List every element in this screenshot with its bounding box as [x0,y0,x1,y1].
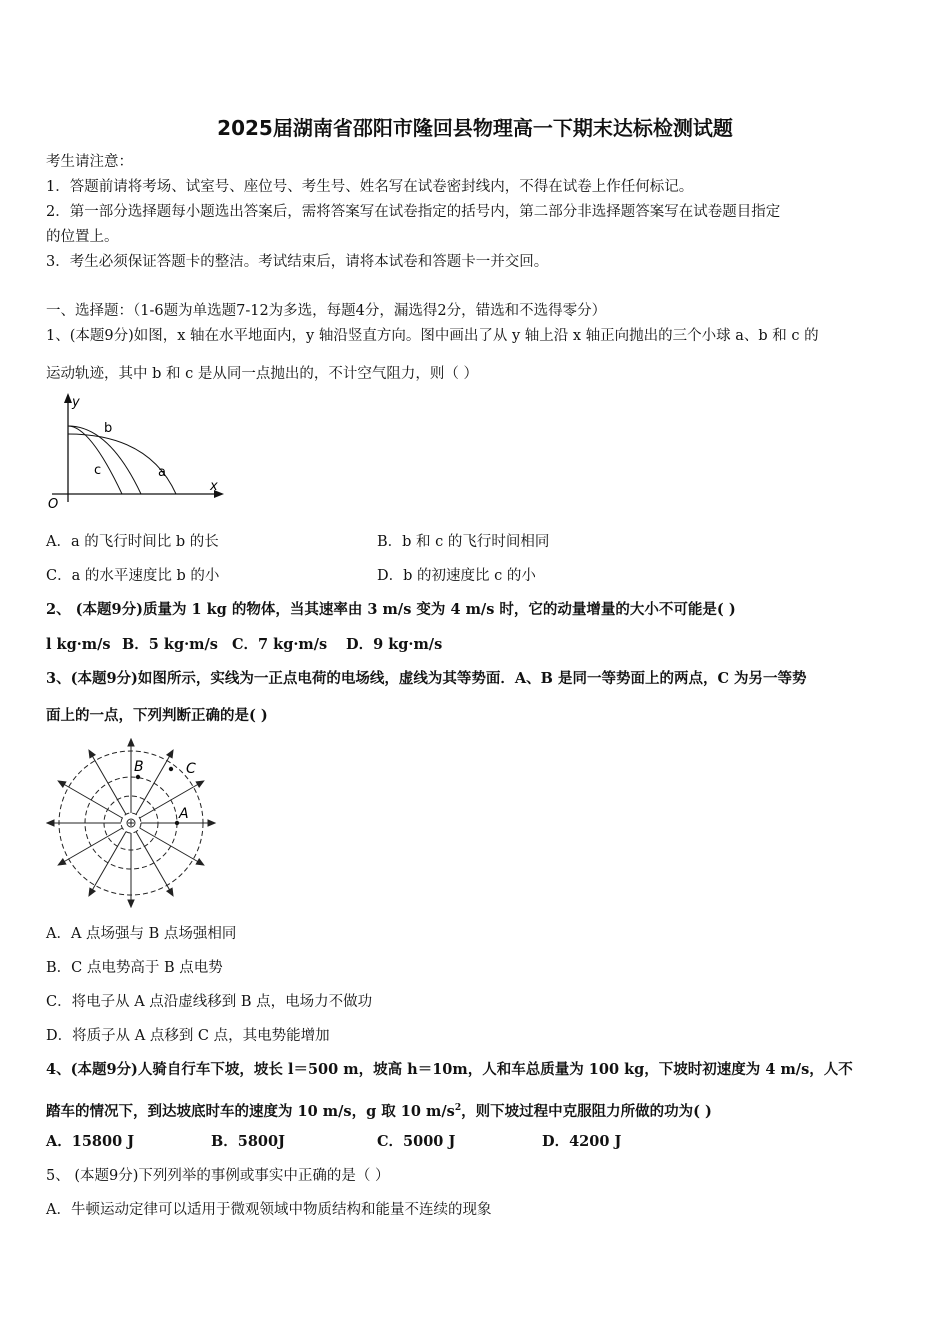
field-line-arrow [167,888,173,896]
notice-item-1: 1．答题前请将考场、试室号、座位号、考生号、姓名写在试卷密封线内，不得在试卷上作任何标记。 [46,179,694,195]
question-3-option-d: D．将质子从 A 点移到 C 点，其电势能增加 [46,1028,330,1044]
question-3-option-c: C．将电子从 A 点沿虚线移到 B 点，电场力不做功 [46,994,373,1010]
question-2-text: 2、 (本题9分)质量为 1 kg 的物体，当其速率由 3 m/s 变为 4 m/s 时，它的动量增量的大小不可能是( ) [46,601,736,618]
question-4-text-part1: 踏车的情况下，到达坡底时车的速度为 10 m/s，g 取 10 m/s [46,1102,455,1120]
section-heading: 一、选择题：（1-6题为单选题7-12为多选，每题4分，漏选得2分，错选和不选得零分） [46,303,607,319]
question-4-text-part2: ，则下坡过程中克服阻力所做的功为( ) [461,1102,712,1120]
field-line-arrow [128,739,134,746]
question-5-text: 5、 (本题9分)下列列举的事例或事实中正确的是（ ） [46,1168,390,1184]
field-line [136,832,172,894]
field-line-arrow [196,781,204,787]
question-4-text-cont [46,1098,916,1122]
notice-heading: 考生请注意： [46,154,133,170]
notice-item-3: 3．考生必须保证答题卡的整洁。考试结束后，请将本试卷和答题卡一并交回。 [46,254,549,270]
question-4-text: 4、(本题9分)人骑自行车下坡，坡长 l＝500 m，坡高 h＝10m，人和车总质量为 100 kg，下坡时初速度为 4 m/s，人不 [46,1061,853,1078]
notice-item-2-cont: 的位置上。 [46,229,119,245]
question-1-text: 1、(本题9分)如图，x 轴在水平地面内，y 轴沿竖直方向。图中画出了从 y 轴上沿 x 轴正向抛出的三个小球 a、b 和 c 的 [46,328,819,344]
label-point-c: C [186,761,196,777]
question-1-text-cont: 运动轨迹，其中 b 和 c 是从同一点抛出的，不计空气阻力，则（ ） [46,366,478,382]
question-4-superscript: 2 [454,1103,462,1113]
point-b-dot [136,775,140,779]
question-3-figure [46,738,218,908]
field-line [140,828,202,864]
question-3-text-cont: 面上的一点，下列判断正确的是( ) [46,707,268,724]
field-line-arrow [58,859,66,865]
label-y: y [72,395,80,410]
question-1-option-b: B．b 和 c 的飞行时间相同 [377,534,550,550]
label-b: b [104,421,113,436]
field-line-arrow [196,859,204,865]
question-3-option-a: A．A 点场强与 B 点场强相同 [46,926,237,942]
question-4-option-a: A．15800 J [46,1133,135,1150]
question-1-figure [44,390,234,514]
question-1-option-d: D．b 的初速度比 c 的小 [377,568,536,584]
field-line [60,828,122,864]
field-line [90,752,126,814]
field-line-arrow [58,781,66,787]
question-3-option-b: B．C 点电势高于 B 点电势 [46,960,223,976]
field-line-arrow [89,750,95,758]
notice-item-2: 2．第一部分选择题每小题选出答案后，需将答案写在试卷指定的括号内，第二部分非选择题答案写在试卷题目指定 [46,204,781,220]
label-o: O [48,497,59,512]
field-line-arrow [128,900,134,907]
field-line-arrow [208,820,215,826]
question-2-option-b: B．5 kg·m/s [122,636,218,653]
label-point-b: B [134,759,144,775]
question-1-option-a: A．a 的飞行时间比 b 的长 [46,534,219,550]
question-2-option-c: C．7 kg·m/s [232,636,328,653]
label-a: a [158,465,166,480]
point-c-dot [169,767,173,771]
question-4-option-d: D．4200 J [542,1133,622,1150]
question-4-option-b: B．5800J [211,1133,285,1150]
field-line [90,832,126,894]
label-c: c [94,463,102,478]
page-title: 2025届湖南省邵阳市隆回县物理高一下期末达标检测试题 [217,116,733,140]
label-point-a: A [179,806,189,822]
question-2-option-a: l kg·m/s [46,636,111,653]
field-line-arrow [89,888,95,896]
question-1-option-c: C．a 的水平速度比 b 的小 [46,568,220,584]
field-line-arrow [47,820,54,826]
question-2-option-d: D．9 kg·m/s [346,636,443,653]
y-axis-arrow [64,393,72,403]
label-x: x [210,479,218,494]
field-line-arrow [167,750,173,758]
field-line [60,782,122,818]
question-3-text: 3、(本题9分)如图所示，实线为一正点电荷的电场线，虚线为其等势面．A、B 是同一等势面上的两点，C 为另一等势 [46,670,807,687]
question-5-option-a: A．牛顿运动定律可以适用于微观领域中物质结构和能量不连续的现象 [46,1202,492,1218]
question-4-option-c: C．5000 J [377,1133,456,1150]
trajectory-a [68,434,176,494]
field-line [140,782,202,818]
